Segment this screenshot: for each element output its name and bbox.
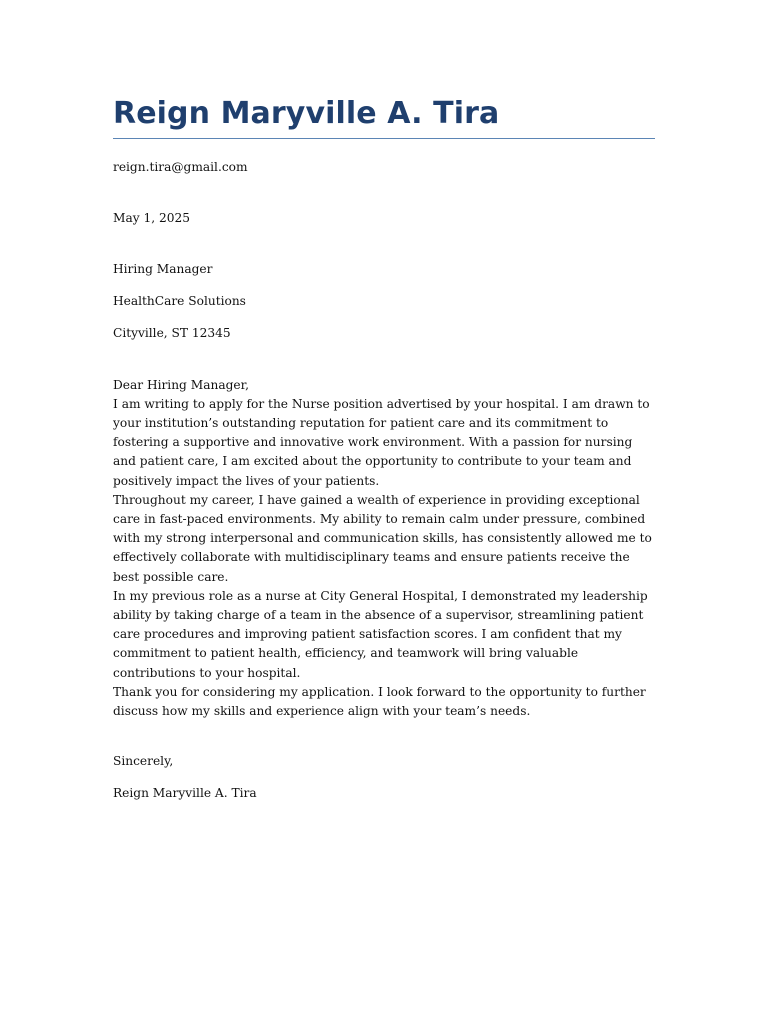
sender-email: reign.tira@gmail.com: [113, 160, 248, 174]
salutation: Dear Hiring Manager,: [113, 377, 249, 392]
recipient-address: Cityville, ST 12345: [113, 326, 231, 341]
body-paragraph-4: Thank you for considering my application. I look forward to the opportunity to further discuss how my skills and experience align with your team’s needs.: [113, 684, 646, 719]
cover-letter: [113, 94, 655, 804]
signature-name: Reign Maryville A. Tira: [113, 786, 257, 801]
body-paragraph-1: I am writing to apply for the Nurse position advertised by your hospital. I am drawn to your institution’s outstanding reputation for patient care and its commitment to fostering a supportive and innovative work environment. With a passion for nursing and patient care, I am excited about the opportunity to contribute to your team and positively impact the lives of your patients.: [113, 396, 650, 488]
recipient-title: Hiring Manager: [113, 262, 213, 277]
sender-name-heading: Reign Maryville A. Tira: [113, 94, 655, 139]
body-paragraph-3: In my previous role as a nurse at City General Hospital, I demonstrated my leadership ability by taking charge of a team in the absence of a supervisor, streamlining patient care procedures and improving patient satisfaction scores. I am confident that my commitment to patient health, efficiency, and teamwork will bring valuable contributions to your hospital.: [113, 588, 648, 680]
recipient-company: HealthCare Solutions: [113, 294, 246, 309]
recipient-block: [113, 260, 655, 343]
closing: Sincerely,: [113, 754, 174, 769]
letter-date: May 1, 2025: [113, 211, 191, 226]
body-paragraph-2: Throughout my career, I have gained a wealth of experience in providing exceptional care in fast-paced environments. My ability to remain calm under pressure, combined with my strong interpersonal and communication skills, has consistently allowed me to effectively collaborate with multidisciplinary teams and ensure patients receive the best possible care.: [113, 492, 652, 584]
